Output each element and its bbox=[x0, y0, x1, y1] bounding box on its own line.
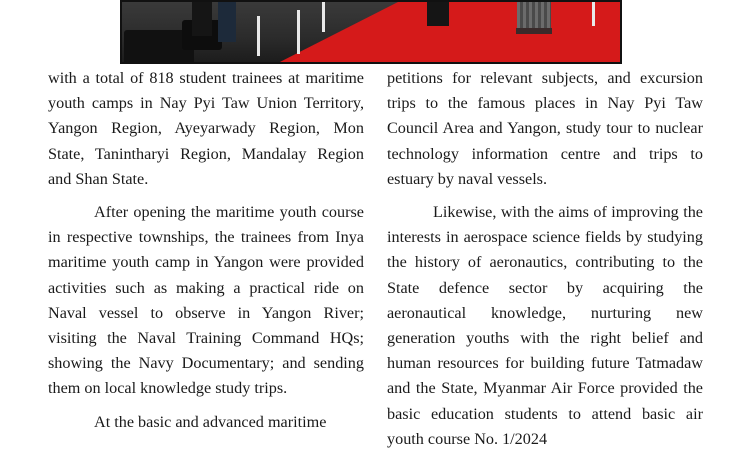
left-paragraph-3: At the basic and advanced maritime bbox=[94, 412, 327, 431]
right-paragraph-1: petitions for relevant subjects, and excursion trips to the famous places in Nay Pyi Taw Council Area and Yangon, study tour to nuclear technology information centre and trips to estuary by naval vessels. bbox=[387, 69, 703, 188]
left-paragraph-2: After opening the maritime youth course in respective townships, the trainees from Inya maritime youth camp in Yangon were provided activities such as making a practical ride on Naval vessel to observe in Yangon River; visiting the Naval Training Command HQs; showing the Navy Documentary; and sending them on local knowledge study trips. bbox=[48, 203, 364, 398]
left-column bbox=[48, 66, 364, 443]
left-paragraph-1: with a total of 818 student trainees at maritime youth camps in Nay Pyi Taw Union Territory, Yangon Region, Ayeyarwady Region, Mon State, Tanintharyi Region, Mandalay Region and Shan State. bbox=[48, 69, 364, 188]
right-paragraph-2: Likewise, with the aims of improving the interests in aerospace science fields by studying the history of aeronautics, contributing to the State defence sector by acquiring the aeronautical knowledge, nurturing new generation youths with the right belief and human resources for building future Tatmadaw and the State, Myanmar Air Force provided the basic education students to attend basic air youth course No. 1/2024 bbox=[387, 203, 703, 448]
right-column bbox=[387, 66, 703, 460]
article-photo bbox=[120, 0, 622, 64]
